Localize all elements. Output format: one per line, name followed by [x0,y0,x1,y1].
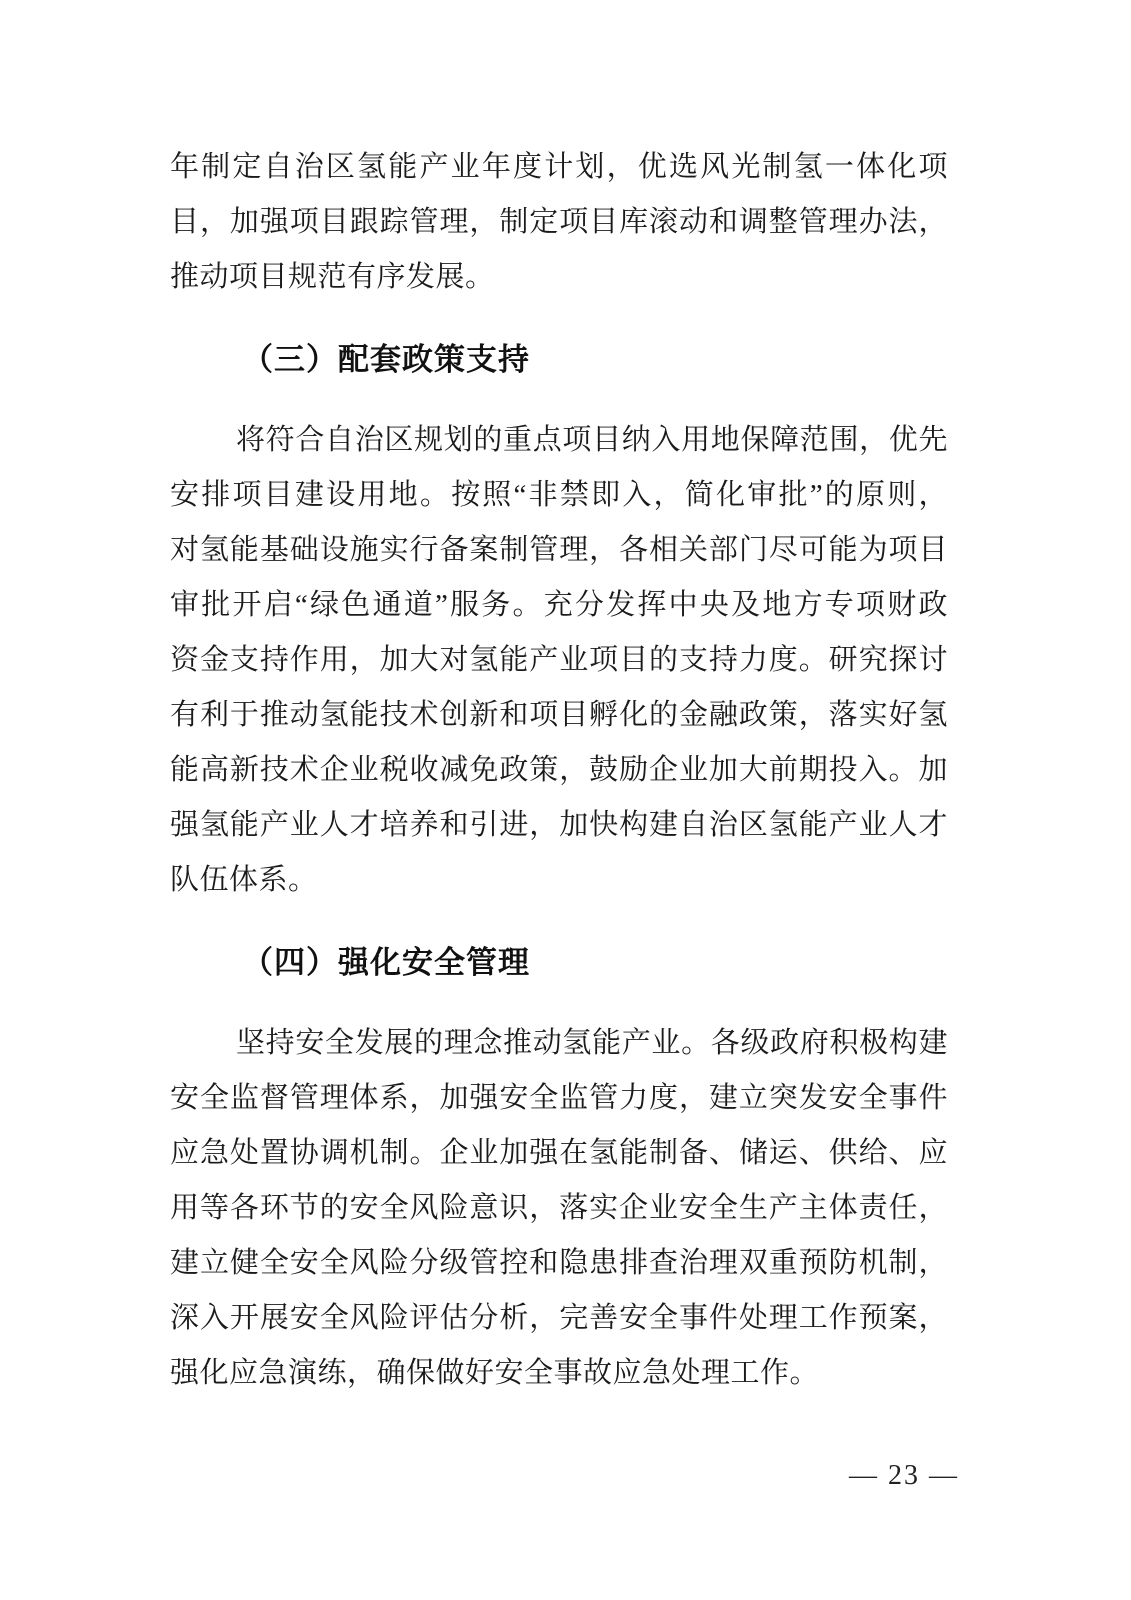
text-line: 安全监督管理体系，加强安全监管力度，建立突发安全事件 [170,1082,948,1114]
page-number: — 23 — [849,1460,959,1491]
paragraph-annual-plan [170,140,948,305]
text-line: 深入开展安全风险评估分析，完善安全事件处理工作预案， [170,1302,948,1334]
text-line: 强化应急演练，确保做好安全事故应急处理工作。 [170,1357,820,1389]
text-line: 坚持安全发展的理念推动氢能产业。各级政府积极构建 [236,1027,948,1059]
text-line: 资金支持作用，加大对氢能产业项目的支持力度。研究探讨 [170,644,948,676]
text-line: 推动项目规范有序发展。 [170,261,495,293]
paragraph-policy-support [170,413,948,908]
heading-section-3-policy-support: （三）配套政策支持 [242,342,530,377]
text-line: 能高新技术企业税收减免政策，鼓励企业加大前期投入。加 [170,754,948,786]
text-line: 强氢能产业人才培养和引进，加快构建自治区氢能产业人才 [170,809,948,841]
text-line: 有利于推动氢能技术创新和项目孵化的金融政策，落实好氢 [170,699,948,731]
text-line: 年制定自治区氢能产业年度计划，优选风光制氢一体化项 [170,151,948,183]
document-body [170,140,948,1401]
text-line: 安排项目建设用地。按照“非禁即入，简化审批”的原则， [170,479,948,511]
text-line: 对氢能基础设施实行备案制管理，各相关部门尽可能为项目 [170,534,948,566]
text-line: 审批开启“绿色通道”服务。充分发挥中央及地方专项财政 [170,589,948,621]
text-line: 队伍体系。 [170,864,318,896]
text-line: 目，加强项目跟踪管理，制定项目库滚动和调整管理办法， [170,206,948,238]
heading-section-4-safety-management: （四）强化安全管理 [242,945,530,980]
text-line: 应急处置协调机制。企业加强在氢能制备、储运、供给、应 [170,1137,948,1169]
text-line: 将符合自治区规划的重点项目纳入用地保障范围，优先 [236,424,948,456]
paragraph-safety-management [170,1016,948,1401]
text-line: 用等各环节的安全风险意识，落实企业安全生产主体责任， [170,1192,948,1224]
text-line: 建立健全安全风险分级管控和隐患排查治理双重预防机制， [170,1247,948,1279]
